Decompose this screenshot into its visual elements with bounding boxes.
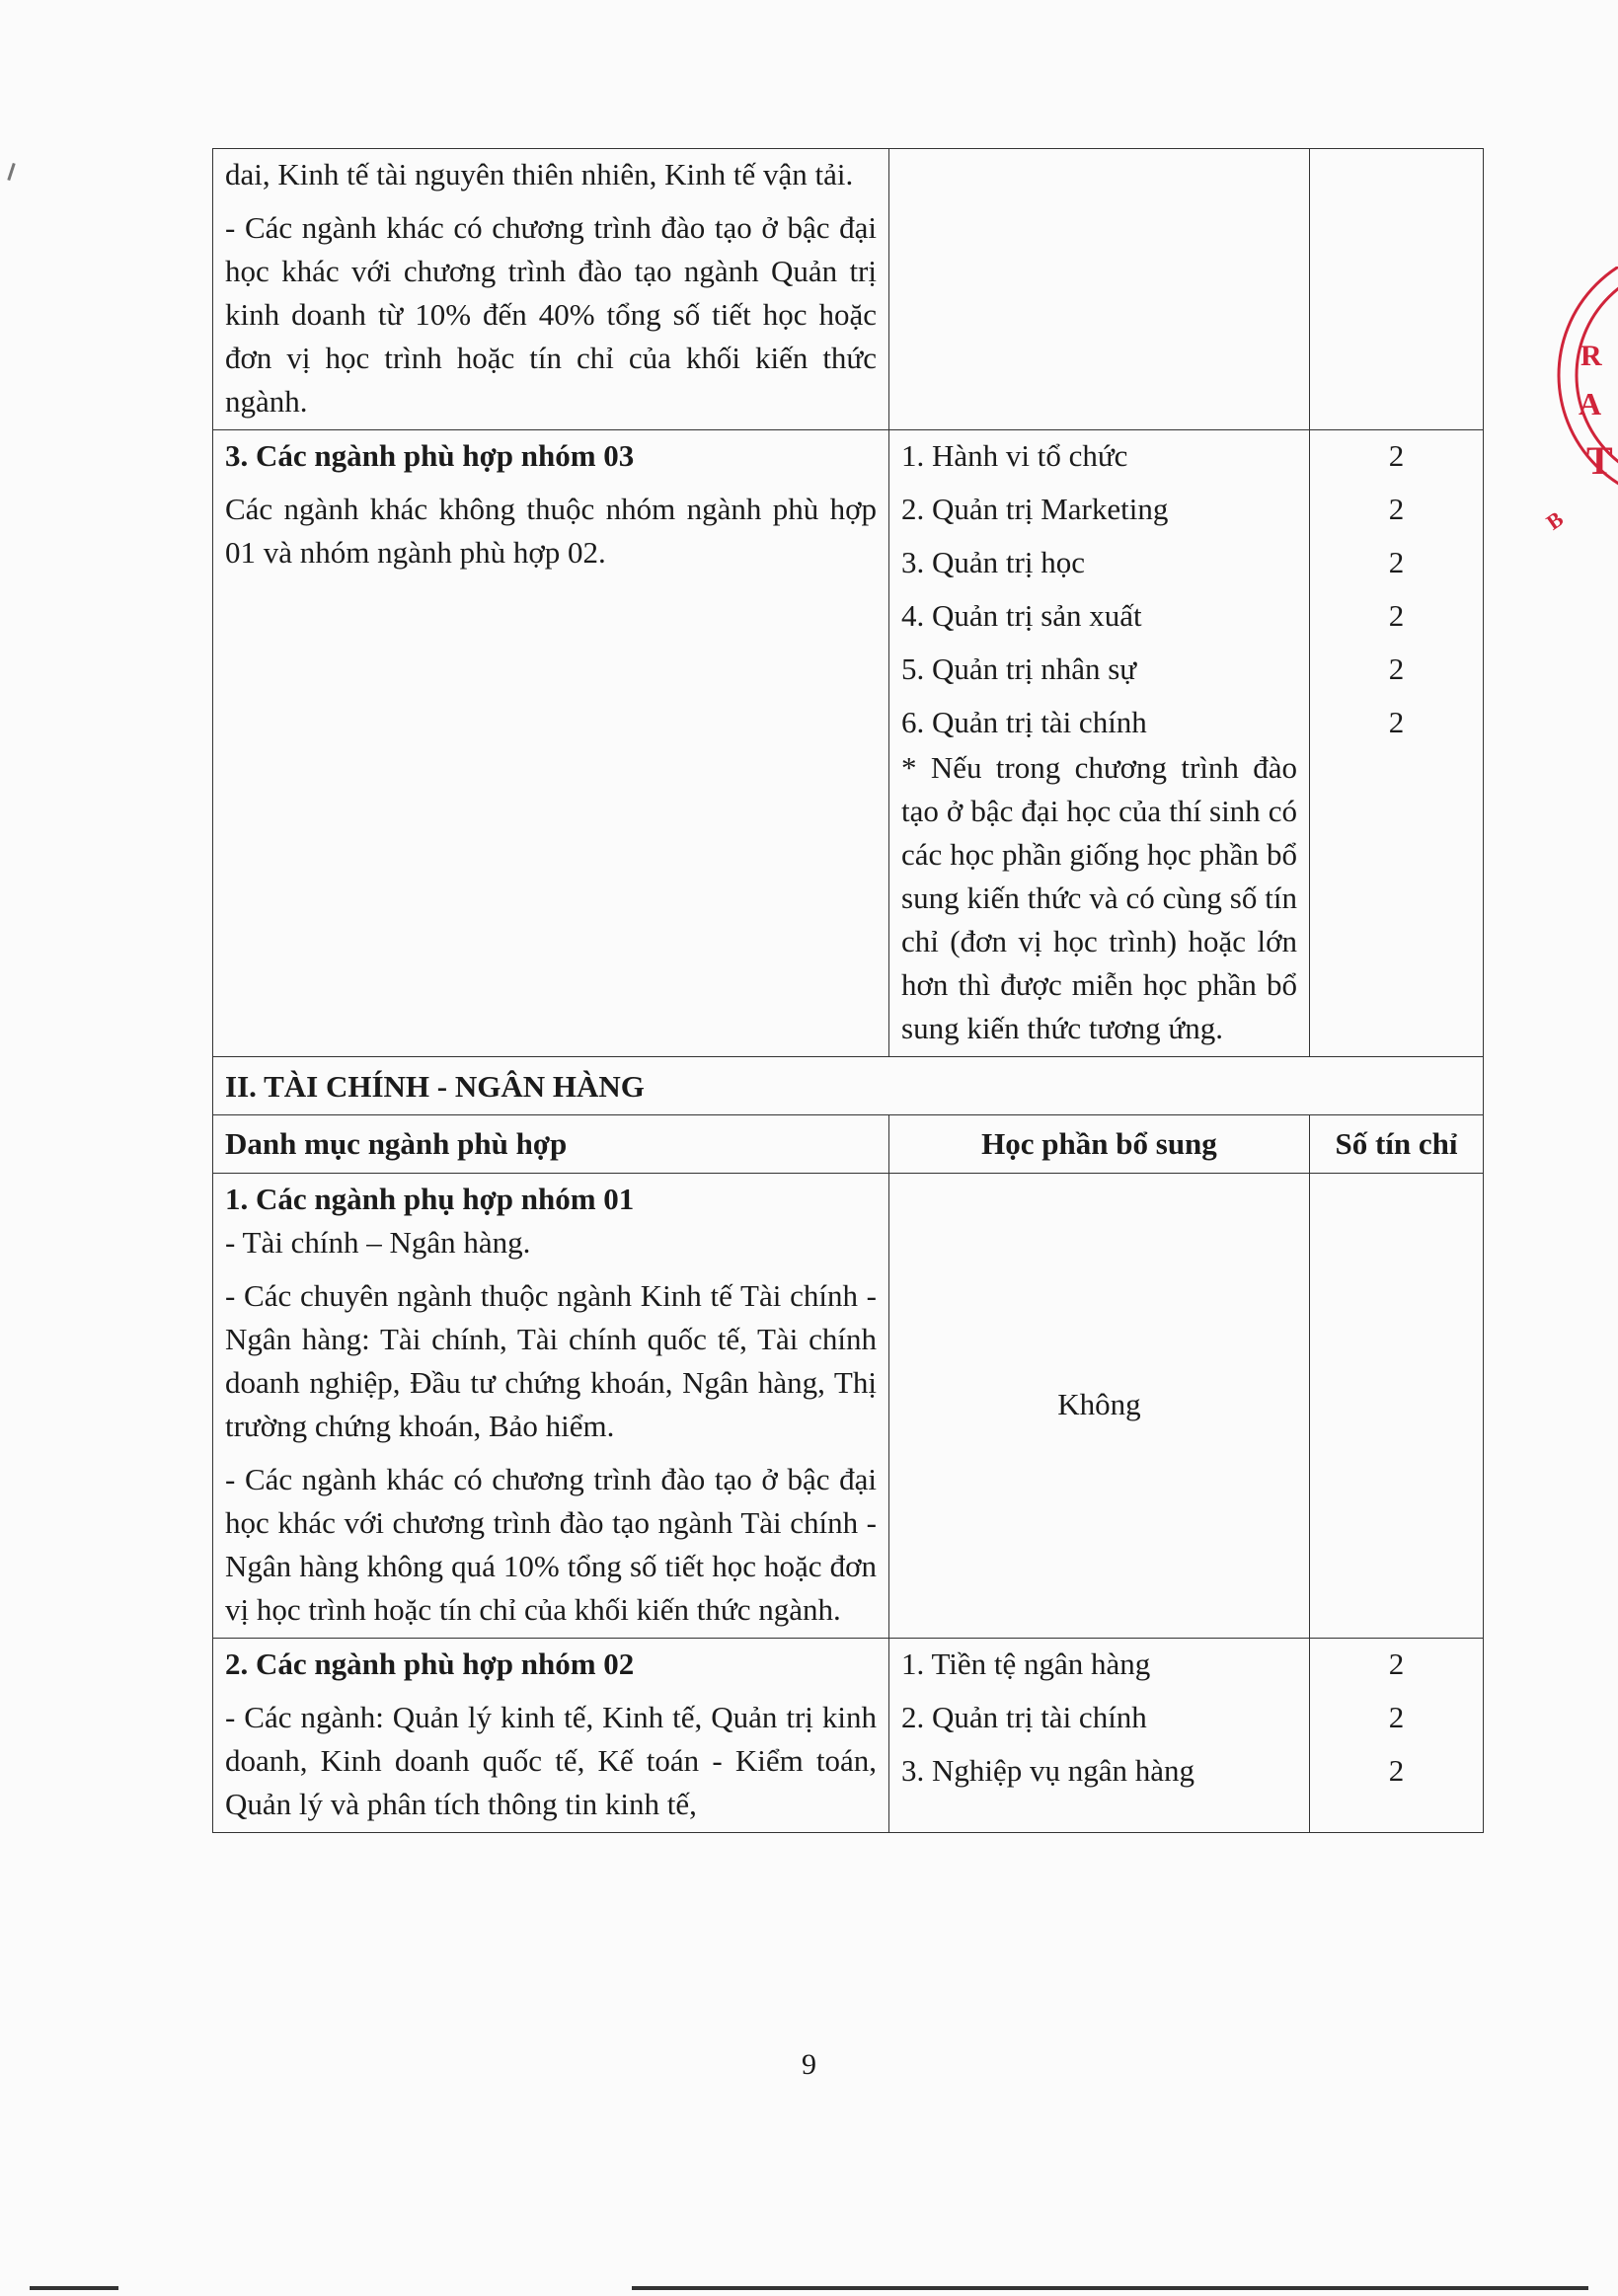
credit-value: 2 bbox=[1388, 438, 1405, 473]
course-item: 3. Nghiệp vụ ngân hàng bbox=[901, 1753, 1195, 1788]
group-1-line-2: - Các chuyên ngành thuộc ngành Kinh tế Tài chính - Ngân hàng: Tài chính, Tài chính quốc tế, Tài chính doanh nghiệp, Đầu tư chứng khoán, Ngân hàng, Thị trường chứng khoán, Bảo hiểm. bbox=[225, 1278, 877, 1443]
requirements-table bbox=[212, 148, 1484, 1833]
continued-credits-cell bbox=[1310, 149, 1484, 430]
credit-value: 2 bbox=[1388, 598, 1405, 633]
group-3-courses-cell bbox=[889, 430, 1310, 1057]
course-item: 6. Quản trị tài chính bbox=[901, 705, 1147, 739]
header-credits: Số tín chỉ bbox=[1310, 1115, 1484, 1174]
header-courses: Học phần bổ sung bbox=[889, 1115, 1310, 1174]
svg-text:A: A bbox=[1579, 386, 1602, 421]
stamp-fragment bbox=[1539, 267, 1618, 563]
continued-courses-cell bbox=[889, 149, 1310, 430]
table-row-group-2 bbox=[213, 1639, 1484, 1833]
course-item: 1. Hành vi tổ chức bbox=[901, 438, 1128, 473]
course-item: 4. Quản trị sản xuất bbox=[901, 598, 1142, 633]
table-header-row bbox=[213, 1115, 1484, 1174]
group-1-line-1: - Tài chính – Ngân hàng. bbox=[225, 1225, 531, 1260]
exemption-note: * Nếu trong chương trình đào tạo ở bậc đại học của thí sinh có các học phần giống học phần bổ sung kiến thức và có cùng số tín chỉ (đơn vị học trình) hoặc lớn hơn thì được miễn học phần bổ sung kiến thức tương ứng. bbox=[901, 750, 1297, 1045]
header-majors: Danh mục ngành phù hợp bbox=[213, 1115, 889, 1174]
svg-text:B: B bbox=[1541, 505, 1569, 535]
continued-majors-cell bbox=[213, 149, 889, 430]
scan-margin-mark bbox=[7, 163, 15, 181]
table-row-continued bbox=[213, 149, 1484, 430]
course-item: 5. Quản trị nhân sự bbox=[901, 651, 1137, 686]
credit-value: 2 bbox=[1388, 545, 1405, 579]
group-2-majors-cell bbox=[213, 1639, 889, 1833]
group-1-title: 1. Các ngành phụ hợp nhóm 01 bbox=[225, 1182, 635, 1216]
group-2-title: 2. Các ngành phù hợp nhóm 02 bbox=[225, 1646, 635, 1681]
course-item: 2. Quản trị tài chính bbox=[901, 1700, 1147, 1734]
group-1-courses-cell: Không bbox=[889, 1174, 1310, 1639]
group-1-credits-cell bbox=[1310, 1174, 1484, 1639]
group-1-majors-cell bbox=[213, 1174, 889, 1639]
course-item: 1. Tiền tệ ngân hàng bbox=[901, 1646, 1151, 1681]
course-item: 2. Quản trị Marketing bbox=[901, 492, 1169, 526]
credit-value: 2 bbox=[1388, 1646, 1405, 1681]
red-seal-icon bbox=[1539, 267, 1618, 563]
group-3-description: Các ngành khác không thuộc nhóm ngành phù hợp 01 và nhóm ngành phù hợp 02. bbox=[225, 492, 877, 570]
section-title: II. TÀI CHÍNH - NGÂN HÀNG bbox=[213, 1057, 1484, 1115]
credit-value: 2 bbox=[1388, 705, 1405, 739]
table-row-group-1 bbox=[213, 1174, 1484, 1639]
group-2-courses-cell bbox=[889, 1639, 1310, 1833]
continued-text-1: dai, Kinh tế tài nguyên thiên nhiên, Kinh tế vận tải. bbox=[225, 157, 854, 191]
group-3-credits-cell bbox=[1310, 430, 1484, 1057]
credit-value: 2 bbox=[1388, 1700, 1405, 1734]
table-row-group-3 bbox=[213, 430, 1484, 1057]
group-2-description: - Các ngành: Quản lý kinh tế, Kinh tế, Quản trị kinh doanh, Kinh doanh quốc tế, Kế toán - Kiểm toán, Quản lý và phân tích thông tin kinh tế, bbox=[225, 1700, 877, 1821]
scan-bottom-gap bbox=[118, 2284, 632, 2292]
credit-value: 2 bbox=[1388, 651, 1405, 686]
course-item: 3. Quản trị học bbox=[901, 545, 1085, 579]
svg-text:R: R bbox=[1580, 340, 1602, 372]
group-2-credits-cell bbox=[1310, 1639, 1484, 1833]
section-heading-row bbox=[213, 1057, 1484, 1115]
group-3-title: 3. Các ngành phù hợp nhóm 03 bbox=[225, 438, 635, 473]
group-1-line-3: - Các ngành khác có chương trình đào tạo ở bậc đại học khác với chương trình đào tạo ngành Tài chính - Ngân hàng không quá 10% tổng số tiết học hoặc đơn vị học trình hoặc tín chỉ của khối kiến thức ngành. bbox=[225, 1462, 877, 1627]
credit-value: 2 bbox=[1388, 492, 1405, 526]
group-3-majors-cell bbox=[213, 430, 889, 1057]
credit-value: 2 bbox=[1388, 1753, 1405, 1788]
continued-text-2: - Các ngành khác có chương trình đào tạo ở bậc đại học khác với chương trình đào tạo ngành Quản trị kinh doanh từ 10% đến 40% tổng số tiết học hoặc đơn vị học trình hoặc tín chỉ của khối kiến thức ngành. bbox=[225, 210, 877, 419]
svg-text:T: T bbox=[1586, 438, 1613, 483]
page-number: 9 bbox=[802, 2048, 816, 2081]
